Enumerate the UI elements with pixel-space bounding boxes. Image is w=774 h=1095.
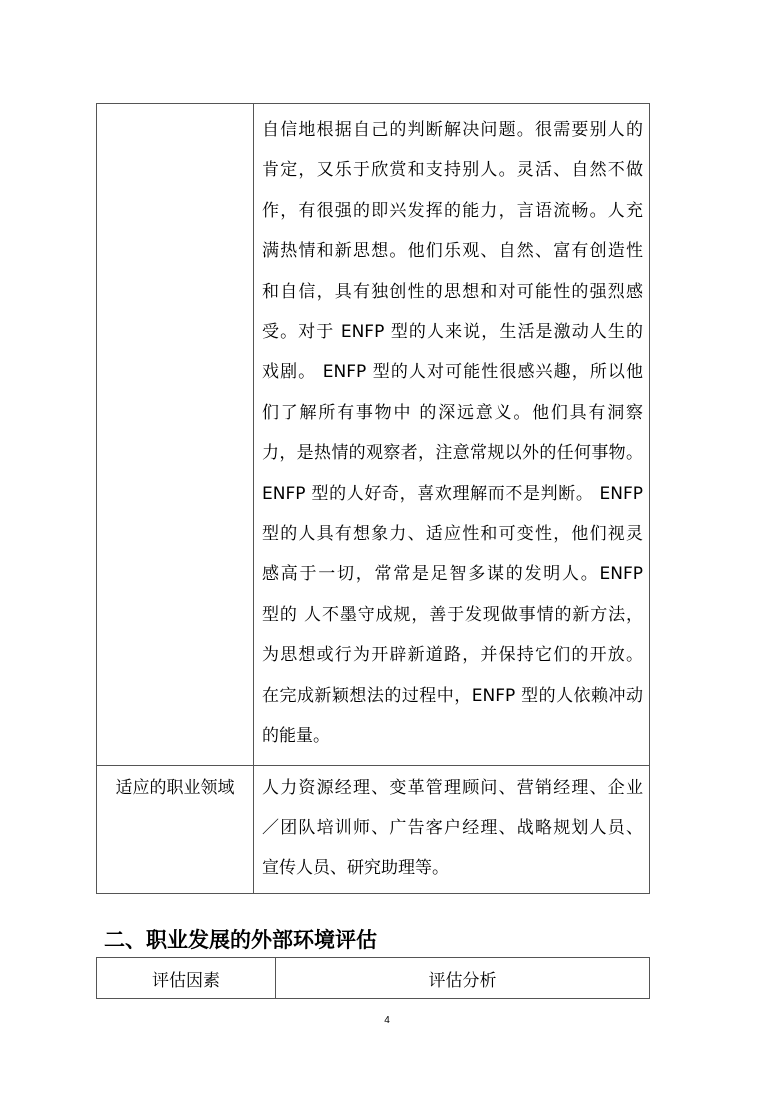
description-line: 型的人具有想象力、适应性和可变性，他们视灵 (262, 524, 643, 545)
description-line: 满热情和新思想。他们乐观、自然、富有创造性 (262, 241, 643, 262)
career-row (97, 765, 650, 893)
description-line: 自信地根据自己的判断解决问题。很需要别人的 (262, 120, 643, 140)
description-row (97, 104, 650, 766)
description-line: 受。对于 ENFP 型的人来说，生活是激动人生的 (262, 322, 643, 343)
description-line: 在完成新颖想法的过程中，ENFP 型的人依赖冲动 (262, 685, 643, 706)
career-line: ／团队培训师、广告客户经理、战略规划人员、 (262, 817, 643, 838)
description-line: 戏剧。 ENFP 型的人对可能性很感兴趣，所以他 (262, 362, 643, 383)
career-line: 人力资源经理、变革管理顾问、营销经理、企业 (262, 777, 643, 798)
career-text (254, 766, 649, 893)
personality-table (96, 103, 650, 894)
description-line: 感高于一切，常常是足智多谋的发明人。ENFP (262, 564, 643, 585)
description-label-cell (97, 104, 254, 766)
description-text (254, 104, 649, 765)
description-line: ENFP 型的人好奇，喜欢理解而不是判断。 ENFP (262, 483, 643, 504)
assessment-table (96, 957, 650, 999)
page-number: 4 (384, 1015, 390, 1026)
career-line: 宣传人员、研究助理等。 (262, 858, 449, 879)
description-line: 型的 人不墨守成规，善于发现做事情的新方法， (262, 604, 643, 625)
career-cell (254, 765, 650, 893)
description-line: 们了解所有事物中 的深远意义。他们具有洞察 (262, 402, 643, 423)
career-label: 适应的职业领域 (97, 765, 254, 893)
header-analysis: 评估分析 (276, 958, 650, 999)
description-line: 作，有很强的即兴发挥的能力，言语流畅。人充 (262, 200, 643, 221)
description-line: 肯定，又乐于欣赏和支持别人。灵活、自然不做 (262, 160, 643, 181)
description-line: 力，是热情的观察者，注意常规以外的任何事物。 (262, 443, 643, 464)
header-factor: 评估因素 (97, 958, 276, 999)
description-line: 的能量。 (262, 726, 330, 747)
description-cell (254, 104, 650, 766)
description-line: 和自信，具有独创性的思想和对可能性的强烈感 (262, 281, 643, 302)
section-title: 二、职业发展的外部环境评估 (104, 928, 377, 952)
description-line: 为思想或行为开辟新道路，并保持它们的开放。 (262, 645, 643, 666)
assessment-header-row (97, 958, 650, 999)
